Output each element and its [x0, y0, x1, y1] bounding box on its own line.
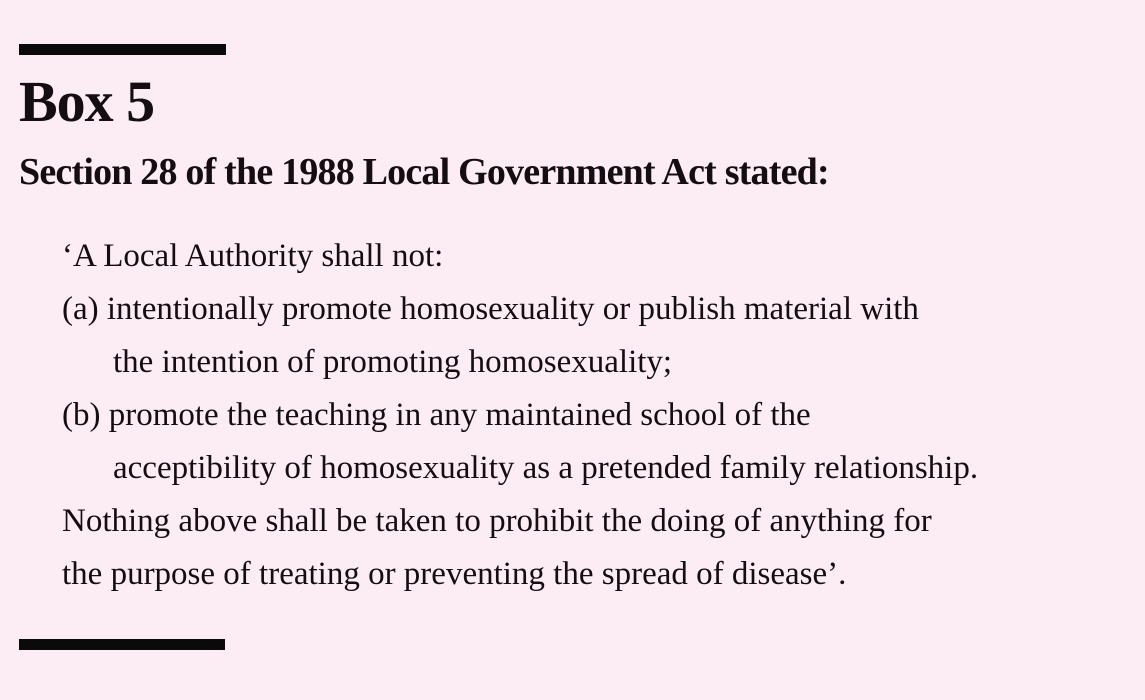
- top-rule: [19, 44, 226, 55]
- box-subtitle: Section 28 of the 1988 Local Government Act stated:: [19, 151, 829, 193]
- quote-block: [62, 230, 1102, 601]
- quote-line: (a) intentionally promote homosexuality or publish material with: [62, 291, 919, 327]
- bottom-rule: [19, 639, 225, 650]
- quote-line: Nothing above shall be taken to prohibit the doing of anything for: [62, 503, 932, 539]
- box-title: Box 5: [19, 69, 155, 134]
- quote-line: the purpose of treating or preventing the spread of disease’.: [62, 556, 847, 592]
- quote-line: acceptibility of homosexuality as a pretended family relationship.: [113, 450, 979, 486]
- quote-line: (b) promote the teaching in any maintained school of the: [62, 397, 811, 433]
- quote-line: ‘A Local Authority shall not:: [62, 238, 444, 274]
- quote-line: the intention of promoting homosexuality;: [113, 344, 673, 380]
